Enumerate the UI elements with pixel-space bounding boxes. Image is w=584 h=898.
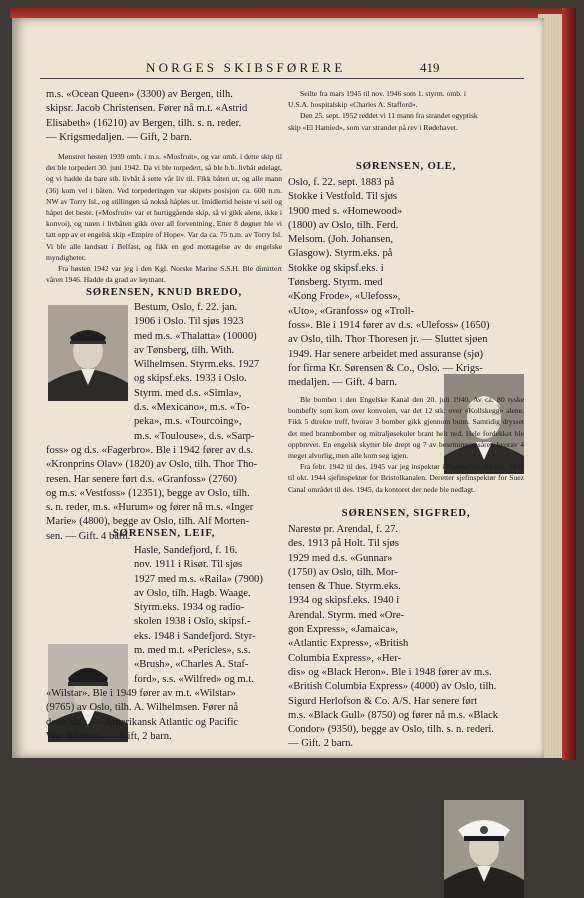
text-line: med m.s. «Thalatta» (10000) bbox=[134, 330, 257, 342]
text-line: peka», m.s. «Tourcoing», bbox=[134, 416, 242, 428]
text-line: for firma Kr. Sørensen & Co., Oslo. — Krigs- bbox=[288, 362, 483, 374]
text-line: Condor» (9350), begge av Oslo, tilh. s. n. rederi. bbox=[288, 724, 494, 736]
entry-name-sigfred: SØRENSEN, SIGFRED, bbox=[341, 507, 471, 519]
text-line: Bestum, Oslo, f. 22. jan. bbox=[134, 302, 238, 313]
header-rule bbox=[40, 78, 524, 79]
text-line: 1934 og skipsf.eks. 1940 i bbox=[288, 595, 400, 607]
text-line: s. n. reder, m.s. «Hurum» og fører nå m.s. «Inger bbox=[46, 502, 254, 514]
left-intro-small-text bbox=[46, 151, 282, 285]
text-line: (1800) av Oslo, tilh. Ferd. bbox=[288, 219, 399, 231]
text-line: Stokke og skipsf.eks. i bbox=[288, 262, 384, 274]
text-line: Narestø pr. Arendal, f. 27. bbox=[288, 524, 399, 535]
text-line: Wilhelmsen. Styrm.eks. 1927 bbox=[134, 359, 260, 371]
text-line: 1927 med m.s. «Raila» (7900) bbox=[134, 573, 263, 585]
text-line: «Wilstar». Ble i 1949 fører av m.t. «Wilstar» bbox=[46, 688, 236, 699]
small-line: U.S.A. hospitalskip «Charles A. Stafford». bbox=[288, 100, 418, 110]
text-line: «Brush», «Charles A. Staf- bbox=[134, 659, 249, 671]
text-line: Arendal. Styrm. med «Ore- bbox=[288, 609, 405, 621]
portrait-photo-sigfred bbox=[444, 800, 524, 898]
text-line: Glasgow). Styrm.eks. på bbox=[288, 248, 393, 260]
text-line: (9765) av Oslo, tilh. A. Wilhelmsen. Fører nå bbox=[46, 702, 239, 714]
small-line: Seilte fra mars 1945 til nov. 1946 som 1. styrm. omb. i bbox=[300, 89, 466, 98]
text-line: medaljen. — Gift. 4 barn. bbox=[288, 377, 398, 389]
book-cover-edge bbox=[562, 8, 576, 760]
text-line: Styrm.eks. 1934 og radio- bbox=[134, 602, 245, 614]
small-line: skip «El Hamied», som var strandet på rev i Rødehavet. bbox=[288, 122, 458, 132]
text-line: nov. 1911 i Risør. Til sjøs bbox=[134, 559, 243, 571]
entry-name-ole: SØRENSEN, OLE, bbox=[355, 160, 457, 172]
text-line: skolen 1938 i Oslo, skipsf.- bbox=[134, 616, 251, 628]
entry-text-ole-beside bbox=[288, 176, 438, 319]
entry-name-knud: SØRENSEN, KNUD BREDO, bbox=[86, 286, 242, 298]
text-line: «Kong Frode», «Ulefoss», bbox=[288, 291, 401, 303]
text-line: des. 1913 på Holt. Til sjøs bbox=[288, 538, 399, 550]
entry-text-knud-beside bbox=[134, 301, 284, 444]
text-line: av Oslo, tilh. Hagb. Waage. bbox=[134, 587, 251, 599]
text-line: gon Express», «Jamaica», bbox=[288, 624, 399, 636]
entry-small-text-ole bbox=[288, 394, 524, 495]
entry-name-leif: SØRENSEN, LEIF, bbox=[112, 527, 216, 539]
text-line: skipsr. Jacob Christensen. Fører nå m.t. «Astrid bbox=[46, 103, 248, 115]
entry-text-ole-full bbox=[288, 319, 524, 390]
book-page bbox=[12, 18, 544, 758]
text-line: m. med m.t. «Pericles», s.s. bbox=[134, 645, 251, 657]
page-header bbox=[12, 58, 544, 78]
text-line: d.s. «Mexicano», m.s. «To- bbox=[134, 402, 250, 414]
text-line: Melsom. (Joh. Johansen, bbox=[288, 234, 394, 246]
text-line: 1906 i Oslo. Til sjøs 1923 bbox=[134, 316, 244, 328]
text-line: av Tønsberg, tilh. With. bbox=[134, 344, 235, 356]
text-line: «Uto», «Granfoss» og «Troll- bbox=[288, 305, 415, 317]
text-line: Hasle, Sandefjord, f. 16. bbox=[134, 545, 238, 556]
text-line: Stokke i Vestfold. Til sjøs bbox=[288, 191, 398, 203]
text-line: Elisabeth» (16210) av Bergen, tilh. s. n. reder. bbox=[46, 117, 242, 129]
text-line: foss». Ble i 1914 fører av d.s. «Ulefoss» (1650) bbox=[288, 320, 490, 331]
text-line: dette skip. — Amerikansk Atlantic og Pacific bbox=[46, 716, 239, 728]
right-intro-small-text bbox=[288, 88, 524, 133]
entry-text-leif-beside bbox=[134, 544, 284, 687]
page-number: 419 bbox=[420, 60, 440, 75]
entry-text-leif-full bbox=[46, 687, 284, 744]
text-line: og skipsf.eks. 1933 i Oslo. bbox=[134, 373, 247, 385]
portrait-image bbox=[48, 305, 128, 401]
text-line: Sigurd Herlofson & Co. A/S. Har senere ført bbox=[288, 695, 478, 707]
text-line: resen. Har senere ført d.s. «Granfoss» (2760) bbox=[46, 473, 237, 485]
text-line: m.s. «Ocean Queen» (3300) av Bergen, tilh. bbox=[46, 89, 233, 100]
text-line: 1949. Har senere arbeidet med assuranse (sjø) bbox=[288, 348, 484, 360]
text-line: ford», s.s. «Wilfred» og m.t. bbox=[134, 673, 254, 685]
small-line: Den 25. sept. 1952 reddet vi 11 mann fra strandet egyptisk bbox=[300, 111, 478, 121]
text-line: dis» og «Black Heron». Ble i 1948 fører av m.s. bbox=[288, 667, 492, 678]
text-line: sen. — Gift. 4 barn. bbox=[46, 530, 131, 542]
text-line: m.s. «Black Gull» (8750) og fører nå m.s. «Black bbox=[288, 709, 499, 721]
text-line: 1900 med s. «Homewood» bbox=[288, 205, 403, 217]
text-line: War Ribbons. — Gift, 2 barn. bbox=[46, 730, 172, 742]
text-line: og m.s. «Vestfoss» (12351), begge av Oslo, tilh. bbox=[46, 487, 250, 499]
text-line: (1750) av Oslo, tilh. Mor- bbox=[288, 566, 398, 578]
left-intro-text bbox=[46, 88, 282, 145]
text-line: — Krigsmedaljen. — Gift, 2 barn. bbox=[46, 131, 192, 143]
text-line: «Kronprins Olav» (1820) av Oslo, tilh. Thor Tho- bbox=[46, 459, 258, 471]
small-paragraph: Mønstret høsten 1939 omb. i m.s. «Mosfruit», og var omb. i dette skip til det ble torpedert 30. juni 1942. Da vi ble torpedert, så ble b.b. livbåt ødelagt, og vi hadde da bare stb. livbåt å sette vår liv til. Fikk båten ut, og alle mann (36) kom vel i båten. Ved torpederingen var skipets posisjon ca. 600 n.m. NW av Torry Isl., og stillingen så nokså håpløs ut. Imidlertid heiste vi seil og håpet det beste. («Mosfruit» var et hurtiggående skip, så vi gikk alene, ikke i konvoi), og turen i livbåten gikk over all forventning. Etter 8 døgner ble vi tatt opp av et engelsk skip «Empire of Hope». Var da ca. 75 n.m. av Torry Isl. Vi ble alle landsatt i Belfast, og fikk en god mottagelse av de engelske myndigheter. bbox=[46, 152, 282, 262]
text-line: m.s. «Toulouse», d.s. «Sarp- bbox=[134, 430, 255, 442]
text-line: — Gift. 2 barn. bbox=[288, 738, 354, 750]
small-paragraph: Ble bombet i den Engelske Kanal den 20. juli 1940. Av ca. 80 tyske bombefly som kom over konvoien, var det 12 stk. over «Kollskegg» alene. Fikk 5 direkte treff, hvorav 3 bomber gikk gjennom bunn. Samtidig drysset det med brannbomber og mitraljøsekuler brant helt ned. Hele fordekket ble oppbrevet. En engelsk skytter ble drept og 7 av besetningen såret, hvorav 4 meget alvorlig, men alle kom seg igjen. bbox=[288, 395, 524, 461]
text-line: Marie» (4800), begge av Oslo, tilh. Alf Morten- bbox=[46, 516, 250, 528]
text-line: Styrm. med d.s. «Simla», bbox=[134, 387, 242, 399]
text-line: «Atlantic Express», «British bbox=[288, 638, 409, 650]
portrait-image bbox=[444, 800, 524, 898]
text-line: av Oslo, tilh. Thor Thoresen jr. — Sluttet sjøen bbox=[288, 334, 488, 346]
entry-text-sigfred-full bbox=[288, 666, 524, 752]
small-paragraph: Fra høsten 1942 var jeg i den Kgl. Norske Marine S.S.H. Ble dimittert våren 1946. Hadde da grad av løytnant. bbox=[46, 264, 282, 285]
small-paragraph: Fra febr. 1942 til des. 1945 var jeg inspektør i Nortraship, fra okt. 1942 til okt. 1944 sjefinspektør for Bristolkanalen. Deretter sjefinspektør for Suez Canal området til des. 1945, da kontoret der nede ble nedlagt. bbox=[288, 462, 524, 494]
text-line: eks. 1948 i Sandefjord. Styr- bbox=[134, 630, 256, 642]
text-line: «British Columbia Express» (4000) av Oslo, tilh. bbox=[288, 681, 497, 693]
text-line: tensen & Thue. Styrm.eks. bbox=[288, 581, 401, 593]
running-title: NORGES SKIBSFØRERE bbox=[146, 60, 346, 75]
text-line: 1929 med d.s. «Gunnar» bbox=[288, 552, 393, 564]
text-line: Tønsberg. Styrm. med bbox=[288, 277, 383, 289]
portrait-photo-knud bbox=[48, 305, 128, 401]
book-cover-top bbox=[10, 8, 570, 18]
text-line: Oslo, f. 22. sept. 1883 på bbox=[288, 177, 395, 188]
text-line: Columbia Express», «Her- bbox=[288, 652, 402, 664]
entry-text-sigfred-beside bbox=[288, 523, 438, 666]
text-line: foss» og d.s. «Fagerbro». Ble i 1942 fører av d.s. bbox=[46, 445, 254, 456]
